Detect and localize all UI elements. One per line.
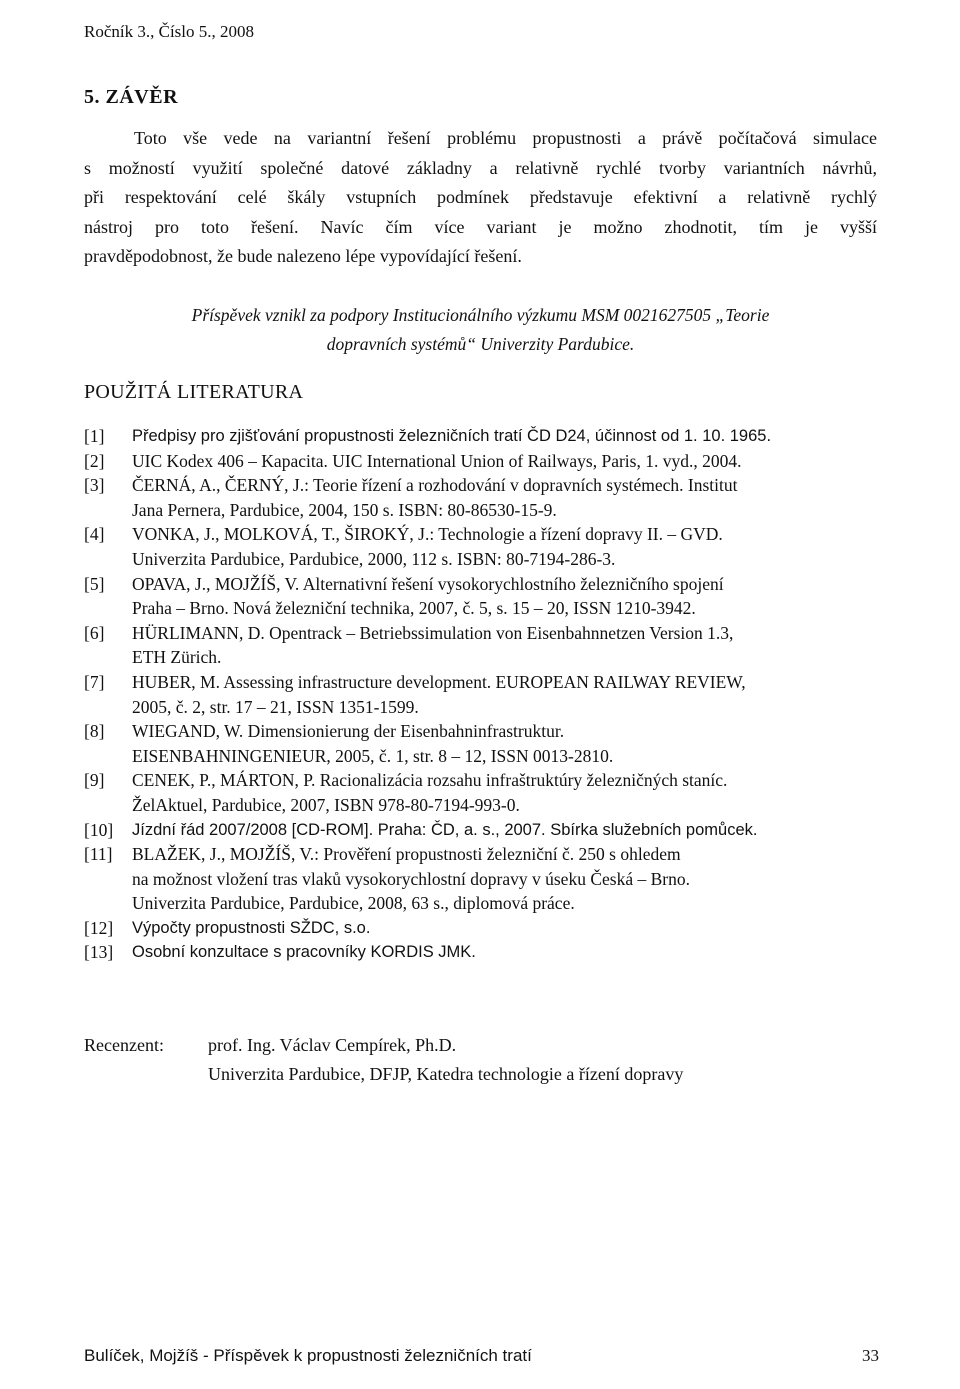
- conclusion-paragraph: [84, 124, 877, 272]
- reference-number: [6]: [84, 622, 105, 643]
- reviewer-name: prof. Ing. Václav Cempírek, Ph.D.: [208, 1035, 457, 1055]
- reference-item: [84, 572, 879, 621]
- reference-line: Jana Pernera, Pardubice, 2004, 150 s. ISBN: 80-86530-15-9.: [132, 499, 557, 520]
- reference-line: OPAVA, J., MOJŽÍŠ, V. Alternativní řešení vysokorychlostního železničního spojení: [132, 573, 724, 594]
- reference-line: Univerzita Pardubice, Pardubice, 2000, 112 s. ISBN: 80-7194-286-3.: [132, 548, 616, 569]
- reference-text: [132, 940, 879, 965]
- reference-item: [84, 940, 879, 965]
- reference-line: WIEGAND, W. Dimensionierung der Eisenbahninfrastruktur.: [132, 721, 565, 742]
- reference-item: [84, 473, 879, 522]
- reference-line: ETH Zürich.: [132, 647, 222, 668]
- reference-text: [132, 522, 879, 571]
- journal-header: Ročník 3., Číslo 5., 2008: [84, 22, 255, 41]
- paragraph-line: nástroj pro toto řešení. Navíc čím více variant je možno zhodnotit, tím je vyšší: [84, 216, 877, 237]
- reference-item: [84, 842, 879, 916]
- reference-number: [12]: [84, 917, 114, 938]
- reference-line: EISENBAHNINGENIEUR, 2005, č. 1, str. 8 – 12, ISSN 0013-2810.: [132, 745, 614, 766]
- reference-number: [8]: [84, 721, 105, 742]
- paragraph-line: pravděpodobnost, že bude nalezeno lépe vypovídající řešení.: [84, 246, 522, 266]
- paragraph-line: Toto vše vede na variantní řešení problému propustnosti a právě počítačová simulace: [134, 128, 877, 148]
- reference-line: HÜRLIMANN, D. Opentrack – Betriebssimulation von Eisenbahnnetzen Version 1.3,: [132, 622, 734, 643]
- reference-line: Jízdní řád 2007/2008 [CD-ROM]. Praha: ČD, a. s., 2007. Sbírka služebních pomůcek.: [132, 820, 758, 839]
- reference-line: Výpočty propustnosti SŽDC, s.o.: [132, 918, 371, 937]
- reference-number: [1]: [84, 426, 105, 446]
- reference-number: [3]: [84, 475, 105, 496]
- funding-note-line: Příspěvek vznikl za podpory Institucionálního výzkumu MSM 0021627505 „Teorie: [191, 305, 770, 325]
- reference-item: [84, 719, 879, 768]
- reference-list: [84, 424, 879, 965]
- reference-item: [84, 670, 879, 719]
- paragraph-line: při respektování celé škály vstupních podmínek představuje efektivní a relativně rychlý: [84, 187, 877, 207]
- reference-text: [132, 621, 879, 670]
- reference-number: [13]: [84, 942, 114, 963]
- reference-number: [2]: [84, 450, 105, 471]
- reference-line: 2005, č. 2, str. 17 – 21, ISSN 1351-1599.: [132, 696, 419, 717]
- reference-number: [7]: [84, 671, 105, 692]
- reference-number: [9]: [84, 770, 105, 791]
- reference-text: [132, 768, 879, 817]
- reference-item: [84, 424, 879, 449]
- reference-line: na možnost vložení tras vlaků vysokorychlostní dopravy v úseku Česká – Brno.: [132, 868, 690, 889]
- paragraph-line: s možností využití společné datové základny a relativně rychlé tvorby variantních návrhů,: [84, 157, 877, 178]
- reference-line: UIC Kodex 406 – Kapacita. UIC International Union of Railways, Paris, 1. vyd., 2004.: [132, 450, 742, 471]
- reference-number: [5]: [84, 573, 105, 594]
- reviewer-affiliation: Univerzita Pardubice, DFJP, Katedra technologie a řízení dopravy: [208, 1064, 684, 1084]
- reference-item: [84, 522, 879, 571]
- reference-text: [132, 424, 879, 449]
- reviewer-label: Recenzent:: [84, 1035, 164, 1055]
- reference-text: [132, 818, 879, 843]
- reference-item: [84, 916, 879, 941]
- reference-line: Osobní konzultace s pracovníky KORDIS JMK.: [132, 943, 476, 962]
- reference-line: VONKA, J., MOLKOVÁ, T., ŠIROKÝ, J.: Technologie a řízení dopravy II. – GVD.: [132, 524, 723, 545]
- reference-line: Praha – Brno. Nová železniční technika, 2007, č. 5, s. 15 – 20, ISSN 1210-3942.: [132, 598, 696, 619]
- reference-number: [10]: [84, 819, 114, 840]
- reference-text: [132, 473, 879, 522]
- reference-line: ČERNÁ, A., ČERNÝ, J.: Teorie řízení a rozhodování v dopravních systémech. Institut: [132, 475, 738, 496]
- reference-line: CENEK, P., MÁRTON, P. Racionalizácia rozsahu infraštruktúry železničných staníc.: [132, 770, 728, 791]
- reference-text: [132, 916, 879, 941]
- reference-line: ŽelAktuel, Pardubice, 2007, ISBN 978-80-7194-993-0.: [132, 794, 520, 815]
- reference-line: HUBER, M. Assessing infrastructure development. EUROPEAN RAILWAY REVIEW,: [132, 671, 746, 692]
- reference-item: [84, 449, 879, 474]
- section-title: 5. ZÁVĚR: [84, 86, 179, 108]
- funding-note-line: dopravních systémů“ Univerzity Pardubice.: [326, 334, 635, 354]
- reference-text: [132, 449, 879, 474]
- reference-number: [4]: [84, 524, 105, 545]
- references-title: POUŽITÁ LITERATURA: [84, 381, 304, 403]
- reference-item: [84, 621, 879, 670]
- footer-text: Bulíček, Mojžíš - Příspěvek k propustnosti železničních tratí: [84, 1346, 532, 1365]
- reference-item: [84, 768, 879, 817]
- reviewer-details: [208, 1031, 683, 1089]
- page-footer: [84, 1346, 879, 1366]
- reference-item: [84, 818, 879, 843]
- funding-note: [84, 301, 877, 359]
- reference-text: [132, 572, 879, 621]
- reference-text: [132, 670, 879, 719]
- reference-line: Předpisy pro zjišťování propustnosti železničních tratí ČD D24, účinnost od 1. 10. 1965.: [132, 427, 772, 445]
- reference-text: [132, 842, 879, 916]
- reference-text: [132, 719, 879, 768]
- reference-line: BLAŽEK, J., MOJŽÍŠ, V.: Prověření propustnosti železniční č. 250 s ohledem: [132, 844, 681, 865]
- page-number: 33: [862, 1346, 879, 1365]
- reference-number: [11]: [84, 844, 113, 865]
- reference-line: Univerzita Pardubice, Pardubice, 2008, 63 s., diplomová práce.: [132, 893, 575, 914]
